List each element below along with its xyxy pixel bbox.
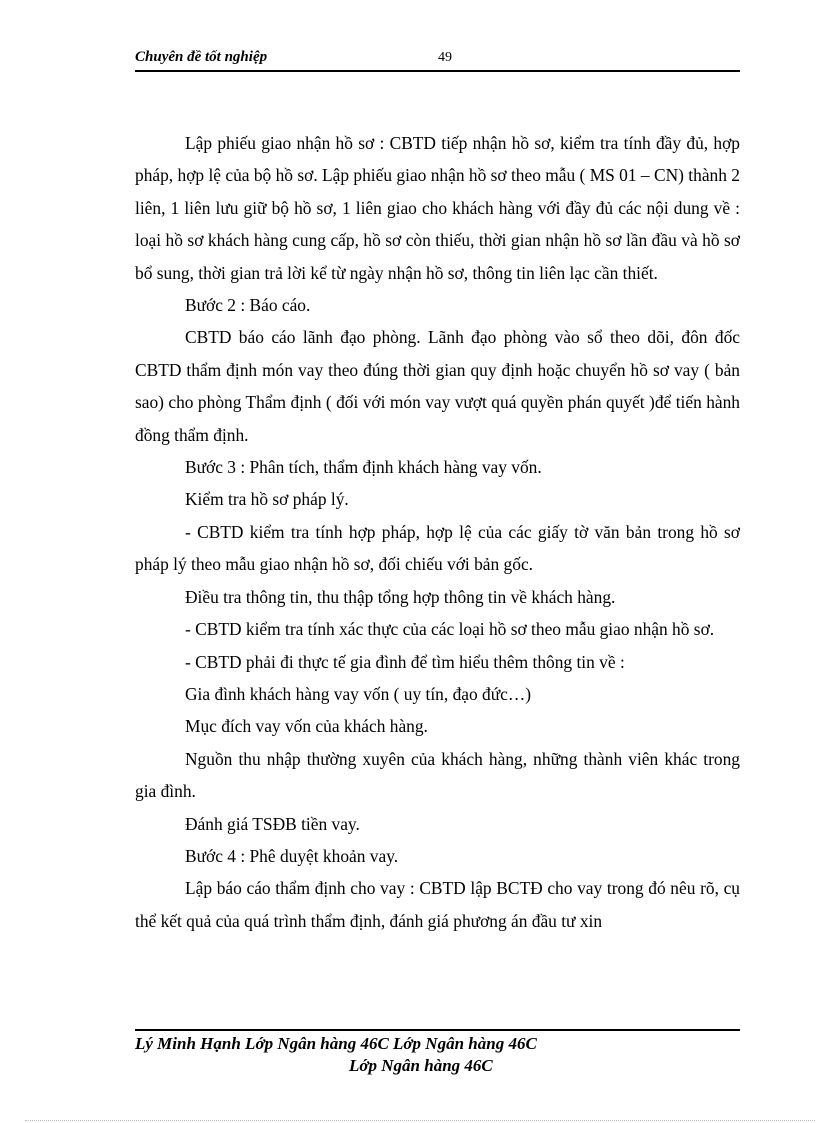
footer-class-line: Lớp Ngân hàng 46C: [349, 1056, 493, 1075]
footer-divider: [135, 1029, 740, 1031]
paragraph: Đánh giá TSĐB tiền vay.: [185, 813, 360, 834]
document-body: [135, 127, 740, 937]
paragraph: Bước 4 : Phê duyệt khoản vay.: [185, 845, 399, 866]
paragraph: Bước 2 : Báo cáo.: [185, 295, 311, 316]
paragraph: Điều tra thông tin, thu thập tổng hợp thông tin về khách hàng.: [185, 586, 616, 607]
page-edge-divider: [25, 1120, 815, 1121]
paragraph: Lập phiếu giao nhận hồ sơ : CBTD tiếp nhận hồ sơ, kiểm tra tính đầy đủ, hợp pháp, hợp lệ của bộ hồ sơ. Lập phiếu giao nhận hồ sơ theo mẫu ( MS 01 – CN) thành 2 liên, 1 liên lưu giữ bộ hồ sơ, 1 liên giao cho khách hàng với đầy đủ các nội dung về : loại hồ sơ khách hàng cung cấp, hồ sơ còn thiếu, thời gian nhận hồ sơ lần đầu và hồ sơ bổ sung, thời gian trả lời kể từ ngày nhận hồ sơ, thông tin liên lạc cần thiết.: [135, 133, 740, 283]
paragraph: - CBTD kiểm tra tính hợp pháp, hợp lệ của các giấy tờ văn bản trong hồ sơ pháp lý theo mẫu giao nhận hồ sơ, đối chiếu với bản gốc.: [135, 521, 740, 575]
paragraph: Mục đích vay vốn của khách hàng.: [185, 716, 428, 737]
paragraph: Lập báo cáo thẩm định cho vay : CBTD lập BCTĐ cho vay trong đó nêu rõ, cụ thể kết quả của quá trình thẩm định, đánh giá phương án đầu tư xin: [135, 878, 740, 931]
header-title: Chuyên đề tốt nghiệp: [135, 49, 268, 65]
paragraph: - CBTD phải đi thực tế gia đình để tìm hiểu thêm thông tin về :: [185, 651, 625, 672]
page-header: [135, 46, 740, 72]
paragraph: Bước 3 : Phân tích, thẩm định khách hàng vay vốn.: [185, 457, 542, 478]
paragraph: Nguồn thu nhập thường xuyên của khách hàng, những thành viên khác trong gia đình.: [135, 748, 740, 802]
paragraph: - CBTD kiểm tra tính xác thực của các loại hồ sơ theo mẫu giao nhận hồ sơ.: [185, 619, 715, 640]
page-number: 49: [438, 50, 452, 65]
paragraph: Gia đình khách hàng vay vốn ( uy tín, đạo đức…): [185, 683, 532, 704]
footer-author-line: Lý Minh Hạnh Lớp Ngân hàng 46C Lớp Ngân hàng 46C: [135, 1034, 537, 1053]
paragraph: CBTD báo cáo lãnh đạo phòng. Lãnh đạo phòng vào sổ theo dõi, đôn đốc CBTD thẩm định món vay theo đúng thời gian quy định hoặc chuyển hồ sơ vay ( bản sao) cho phòng Thẩm định ( đối với món vay vượt quá quyền phán quyết )để tiến hành đồng thẩm định.: [135, 327, 740, 445]
paragraph: Kiểm tra hồ sơ pháp lý.: [185, 489, 349, 510]
